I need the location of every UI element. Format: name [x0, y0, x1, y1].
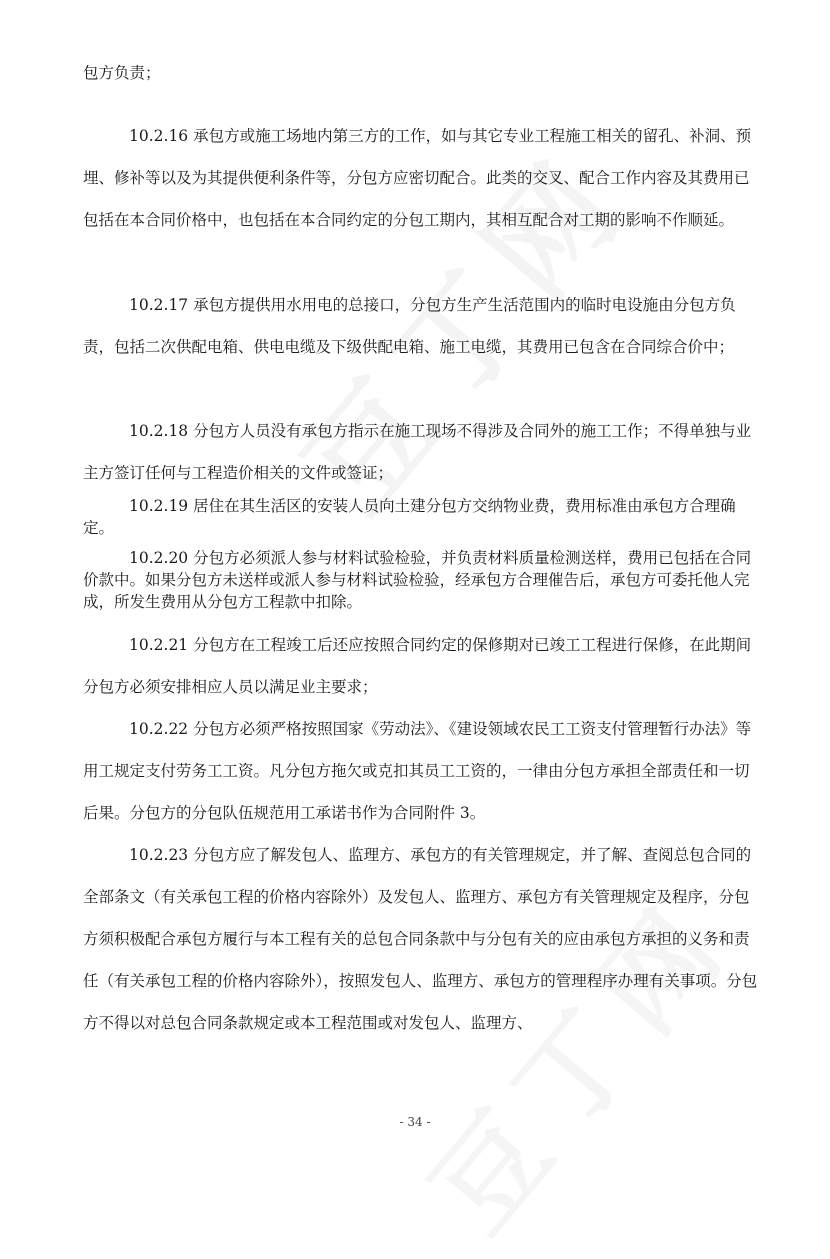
paragraph-continuation: 包方负责； — [83, 64, 161, 82]
page-number: - 34 - — [399, 1115, 431, 1129]
clause-10-2-16: 10.2.16 承包方或施工场地内第三方的工作，如与其它专业工程施工相关的留孔、补洞、预埋、修补等以及为其提供便利条件等，分包方应密切配合。此类的交叉、配合工作内容及其费用已包括在本合同价格中，也包括在本合同约定的分包工期内，其相互配合对工期的影响不作顺延。 — [83, 127, 752, 229]
clause-10-2-17: 10.2.17 承包方提供用水用电的总接口，分包方生产生活范围内的临时电设施由分包方负责，包括二次供配电箱、供电电缆及下级供配电箱、施工电缆，其费用已包含在合同综合价中； — [83, 296, 736, 356]
clause-10-2-19: 10.2.19 居住在其生活区的安装人员向土建分包方交纳物业费，费用标准由承包方合理确定。 — [83, 497, 736, 537]
clause-10-2-23: 10.2.23 分包方应了解发包人、监理方、承包方的有关管理规定，并了解、查阅总包合同的全部条文（有关承包工程的价格内容除外）及发包人、监理方、承包方有关管理规定及程序，分包方须积极配合承包方履行与本工程有关的总包合同条款中与分包有关的应由承包方承担的义务和责任（有关承包工程的价格内容除外），按照发包人、监理方、承包方的管理程序办理有关事项。分包方不得以对总包合同条款规定或本工程范围或对发包人、监理方、 — [83, 846, 758, 1032]
clause-10-2-20: 10.2.20 分包方必须派人参与材料试验检验，并负责材料质量检测送样，费用已包括在合同价款中。如果分包方未送样或派人参与材料试验检验，经承包方合理催告后，承包方可委托他人完成，所发生费用从分包方工程款中扣除。 — [83, 549, 752, 611]
clause-10-2-18: 10.2.18 分包方人员没有承包方指示在施工现场不得涉及合同外的施工工作；不得单独与业主方签订任何与工程造价相关的文件或签证； — [83, 422, 752, 482]
clause-10-2-21: 10.2.21 分包方在工程竣工后还应按照合同约定的保修期对已竣工工程进行保修，在此期间分包方必须安排相应人员以满足业主要求； — [83, 636, 752, 696]
clause-10-2-22: 10.2.22 分包方必须严格按照国家《劳动法》、《建设领域农民工工资支付管理暂行办法》等用工规定支付劳务工工资。凡分包方拖欠或克扣其员工工资的，一律由分包方承担全部责任和一切后果。分包方的分包队伍规范用工承诺书作为合同附件 3。 — [83, 720, 752, 822]
